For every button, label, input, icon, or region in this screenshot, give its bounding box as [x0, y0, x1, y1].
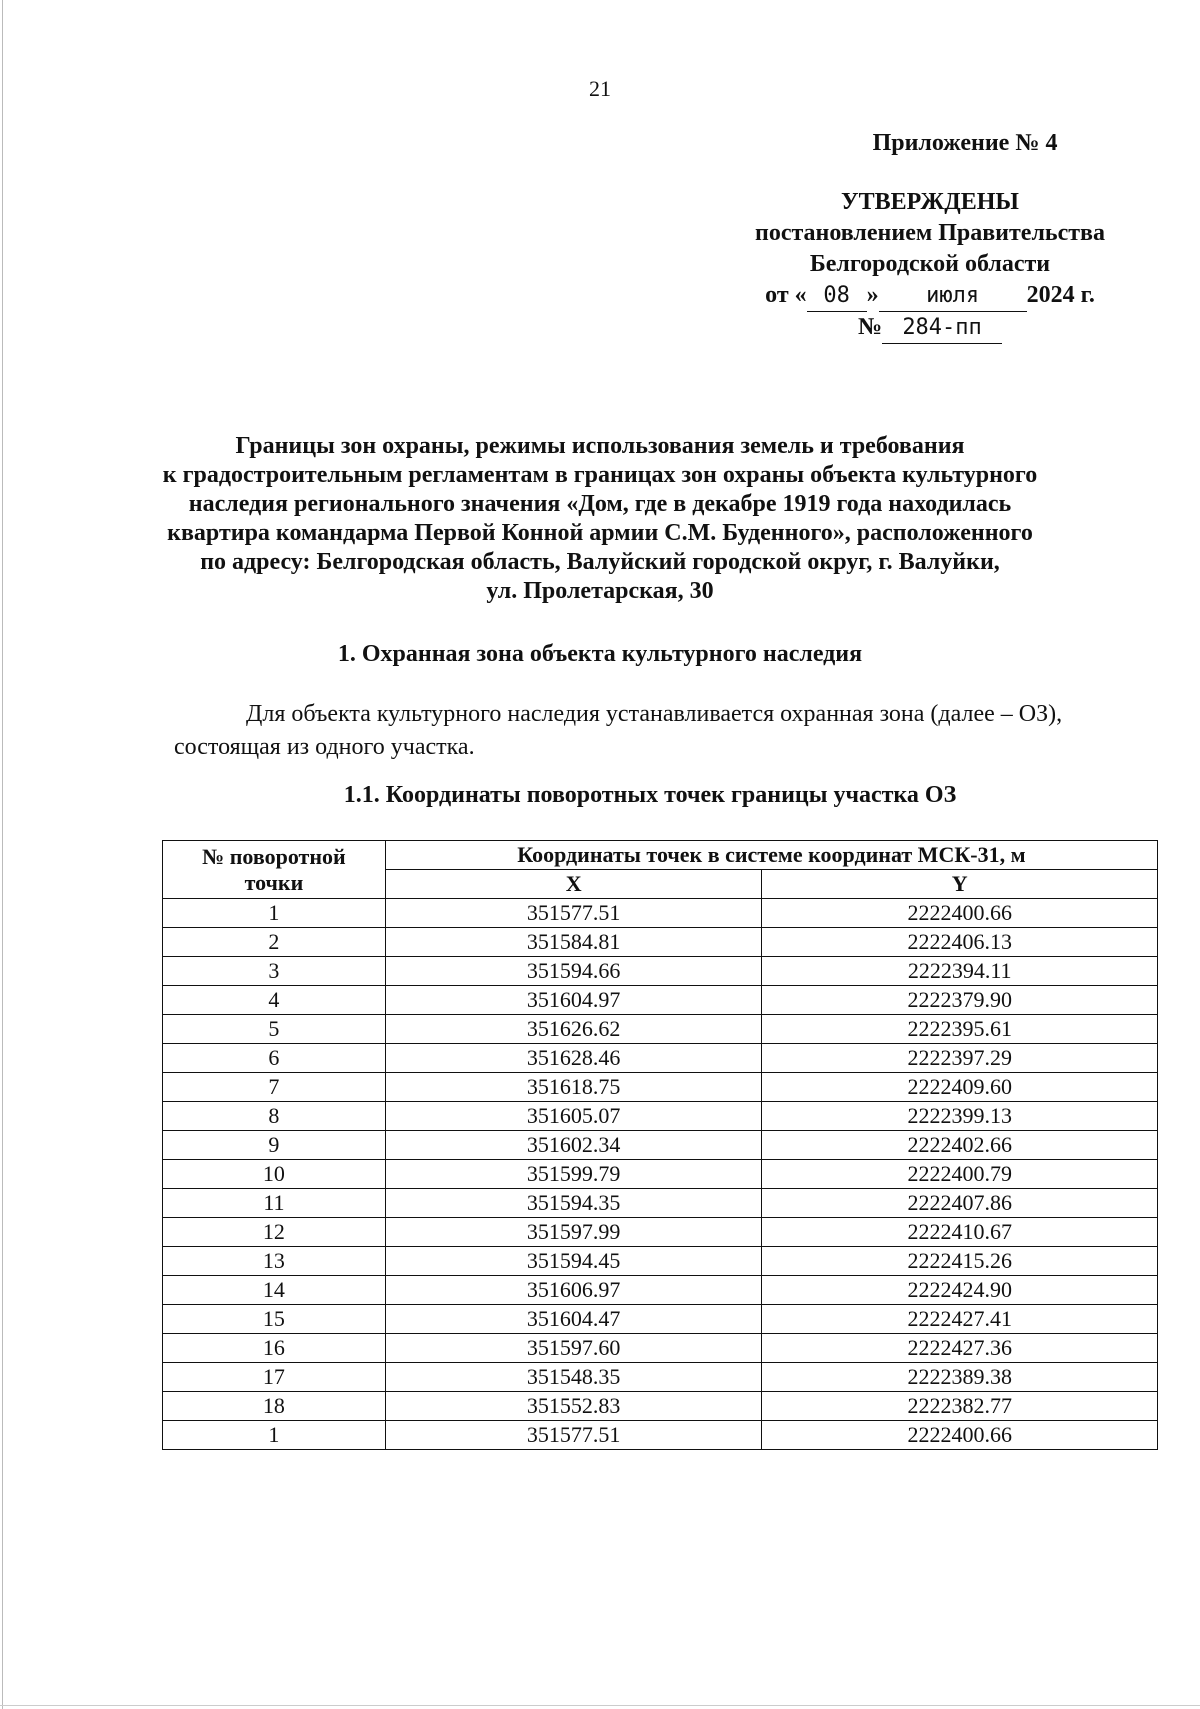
cell-point: 11 — [163, 1189, 386, 1218]
cell-x: 351552.83 — [385, 1392, 762, 1421]
date-mid: » — [866, 282, 879, 308]
cell-y: 2222395.61 — [762, 1015, 1158, 1044]
table-row — [163, 1421, 1158, 1450]
table-row — [163, 1305, 1158, 1334]
cell-y: 2222400.66 — [762, 899, 1158, 928]
cell-y: 2222409.60 — [762, 1073, 1158, 1102]
header-coordinates: Координаты точек в системе координат МСК-31, м — [385, 841, 1157, 870]
cell-point: 12 — [163, 1218, 386, 1247]
table-row — [163, 1276, 1158, 1305]
table-row — [163, 986, 1158, 1015]
cell-y: 2222406.13 — [762, 928, 1158, 957]
number-prefix: № — [857, 314, 883, 340]
cell-x: 351594.66 — [385, 957, 762, 986]
cell-x: 351604.97 — [385, 986, 762, 1015]
table-row — [163, 1189, 1158, 1218]
cell-x: 351605.07 — [385, 1102, 762, 1131]
cell-x: 351594.35 — [385, 1189, 762, 1218]
cell-y: 2222382.77 — [762, 1392, 1158, 1421]
cell-x: 351602.34 — [385, 1131, 762, 1160]
coordinates-table — [162, 840, 1158, 1450]
cell-point: 4 — [163, 986, 386, 1015]
header-x: X — [385, 870, 762, 899]
appendix-label: Приложение № 4 — [872, 130, 1058, 156]
header-point-line-1: № поворотной — [202, 843, 346, 869]
table-header-row — [163, 841, 1158, 870]
cell-point: 18 — [163, 1392, 386, 1421]
table-row — [163, 1218, 1158, 1247]
table-body — [163, 899, 1158, 1450]
cell-y: 2222389.38 — [762, 1363, 1158, 1392]
cell-y: 2222397.29 — [762, 1044, 1158, 1073]
table-row — [163, 1015, 1158, 1044]
title-line: квартира командарма Первой Конной армии С.М. Буденного», расположенного — [167, 520, 1033, 546]
approval-line-2: Белгородской области — [809, 251, 1051, 277]
cell-y: 2222427.41 — [762, 1305, 1158, 1334]
document-title — [150, 432, 1050, 606]
cell-y: 2222394.11 — [762, 957, 1158, 986]
cell-x: 351594.45 — [385, 1247, 762, 1276]
cell-x: 351606.97 — [385, 1276, 762, 1305]
cell-y: 2222427.36 — [762, 1334, 1158, 1363]
cell-point: 7 — [163, 1073, 386, 1102]
cell-x: 351577.51 — [385, 1421, 762, 1450]
cell-point: 3 — [163, 957, 386, 986]
cell-y: 2222407.86 — [762, 1189, 1158, 1218]
cell-x: 351604.47 — [385, 1305, 762, 1334]
cell-y: 2222400.79 — [762, 1160, 1158, 1189]
cell-x: 351618.75 — [385, 1073, 762, 1102]
section-heading: 1. Охранная зона объекта культурного наследия — [337, 641, 863, 667]
date-month: июля — [879, 280, 1027, 312]
approval-line-1: постановлением Правительства — [754, 220, 1105, 246]
table-row — [163, 1160, 1158, 1189]
approved-label: УТВЕРЖДЕНЫ — [841, 189, 1019, 215]
cell-point: 1 — [163, 1421, 386, 1450]
title-line: по адресу: Белгородская область, Валуйский городской округ, г. Валуйки, — [200, 549, 1000, 575]
paragraph-line-1: Для объекта культурного наследия устанавливается охранная зона (далее – ОЗ), — [246, 701, 1063, 727]
title-line: наследия регионального значения «Дом, где в декабре 1919 года находилась — [188, 491, 1012, 517]
header-y: Y — [762, 870, 1158, 899]
cell-point: 9 — [163, 1131, 386, 1160]
approval-block — [720, 128, 1140, 344]
paragraph-line-2: состоящая из одного участка. — [174, 734, 475, 760]
table-row — [163, 899, 1158, 928]
cell-y: 2222424.90 — [762, 1276, 1158, 1305]
number-value: 284-пп — [882, 312, 1002, 344]
table-row — [163, 1073, 1158, 1102]
cell-point: 8 — [163, 1102, 386, 1131]
approval-number — [720, 312, 1140, 344]
cell-x: 351626.62 — [385, 1015, 762, 1044]
cell-x: 351548.35 — [385, 1363, 762, 1392]
cell-point: 15 — [163, 1305, 386, 1334]
table-row — [163, 1044, 1158, 1073]
cell-x: 351597.99 — [385, 1218, 762, 1247]
date-year: 2024 г. — [1026, 282, 1095, 308]
cell-y: 2222379.90 — [762, 986, 1158, 1015]
table-row — [163, 1363, 1158, 1392]
table-row — [163, 928, 1158, 957]
cell-point: 1 — [163, 899, 386, 928]
table-subheading: 1.1. Координаты поворотных точек границы участка ОЗ — [343, 782, 957, 808]
cell-y: 2222400.66 — [762, 1421, 1158, 1450]
table-row — [163, 1392, 1158, 1421]
cell-x: 351597.60 — [385, 1334, 762, 1363]
cell-point: 5 — [163, 1015, 386, 1044]
cell-y: 2222410.67 — [762, 1218, 1158, 1247]
cell-y: 2222399.13 — [762, 1102, 1158, 1131]
approval-date — [720, 280, 1140, 312]
cell-y: 2222402.66 — [762, 1131, 1158, 1160]
table-row — [163, 1247, 1158, 1276]
cell-point: 14 — [163, 1276, 386, 1305]
page-number: 21 — [589, 76, 611, 101]
cell-point: 16 — [163, 1334, 386, 1363]
scan-bottom-line — [0, 1705, 1200, 1706]
title-line: Границы зон охраны, режимы использования земель и требования — [235, 433, 965, 459]
date-day: 08 — [807, 280, 867, 312]
table-row — [163, 1102, 1158, 1131]
body-paragraph — [174, 698, 1154, 764]
table-row — [163, 1334, 1158, 1363]
cell-point: 6 — [163, 1044, 386, 1073]
cell-point: 2 — [163, 928, 386, 957]
date-prefix: от « — [765, 282, 807, 308]
cell-x: 351584.81 — [385, 928, 762, 957]
cell-x: 351577.51 — [385, 899, 762, 928]
scan-margin-line — [2, 0, 3, 1709]
cell-x: 351628.46 — [385, 1044, 762, 1073]
cell-point: 17 — [163, 1363, 386, 1392]
cell-y: 2222415.26 — [762, 1247, 1158, 1276]
header-point-number — [163, 841, 386, 899]
table-row — [163, 1131, 1158, 1160]
cell-x: 351599.79 — [385, 1160, 762, 1189]
header-point-line-2: точки — [244, 869, 304, 895]
table-row — [163, 957, 1158, 986]
title-line: ул. Пролетарская, 30 — [486, 578, 714, 604]
cell-point: 10 — [163, 1160, 386, 1189]
title-line: к градостроительным регламентам в границах зон охраны объекта культурного — [162, 462, 1038, 488]
cell-point: 13 — [163, 1247, 386, 1276]
